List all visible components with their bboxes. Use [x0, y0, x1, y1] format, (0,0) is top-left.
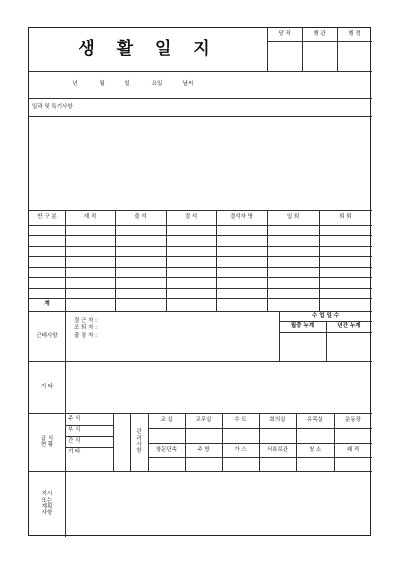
date-day-label: 일	[124, 81, 130, 88]
mgmt-comfort: 쾌 적	[346, 446, 360, 453]
rule-att-col	[319, 210, 320, 311]
rule-attendance-row	[29, 267, 372, 268]
rule-attendance-row	[29, 288, 372, 289]
mgmt-classroom: 교 실	[160, 417, 173, 424]
mgmt-kitchen: 주 방	[197, 446, 210, 453]
misc-body[interactable]	[65, 361, 372, 413]
att-header-out: 퇴 퇴	[339, 214, 352, 221]
meals-label-line2: 현 황	[40, 442, 54, 448]
att-header-class: 반 구 분	[37, 214, 57, 221]
instructions-label	[29, 471, 65, 537]
rule-meals-values	[113, 413, 114, 471]
instructions-body[interactable]	[65, 471, 372, 537]
approval-sign-box[interactable]	[337, 41, 372, 71]
rule-attendance-row	[29, 246, 372, 247]
rule-attendance-head	[29, 225, 372, 226]
att-header-present: 출 석	[134, 214, 147, 221]
diary-body[interactable]	[29, 116, 372, 210]
rule-attendance-row	[29, 256, 372, 257]
mgmt-play-room: 유목실	[307, 417, 323, 424]
date-month-label: 월	[99, 81, 105, 88]
rule-att-col	[166, 210, 167, 311]
mgmt-gas: 가 스	[234, 446, 247, 453]
instructions-label-line: 계획	[41, 504, 53, 510]
rule-attendance-row	[29, 235, 372, 236]
mgmt-water: 수 도	[234, 417, 247, 424]
mgmt-staffroom: 교무실	[195, 417, 212, 424]
mgmt-label	[130, 413, 148, 471]
att-total-label: 계	[44, 301, 50, 308]
class-days-label: 수 업 일 수	[312, 312, 339, 319]
date-year-label: 년	[72, 81, 78, 88]
mgmt-label-line: 관	[136, 429, 142, 436]
meal-main: 주 식	[68, 415, 81, 422]
meals-label-line1: 급 식	[40, 435, 54, 442]
rule-att-col	[115, 210, 116, 311]
daily-log-form	[28, 27, 371, 536]
page-title: 생 활 일 지	[78, 38, 218, 59]
remarks-business-trip: 출 장 자 :	[74, 332, 98, 339]
mgmt-documents: 서류보관	[266, 446, 289, 453]
rule-att-col	[267, 210, 268, 311]
mgmt-label-line: 사	[136, 442, 142, 448]
approval-sign-box[interactable]	[302, 41, 337, 71]
cumulative-year-label: 년간 누계	[337, 323, 361, 330]
instructions-label-line: 또는	[41, 497, 53, 504]
instructions-label-line: 지시	[41, 491, 53, 498]
rule-attendance-total	[29, 298, 372, 299]
remarks-early-leave: 조 퇴 자 :	[74, 325, 98, 332]
approval-admin: 행 관	[313, 31, 326, 38]
mgmt-label-line: 항	[136, 448, 142, 455]
rule-attendance-row	[29, 277, 372, 278]
instructions-label-line: 사항	[41, 510, 53, 517]
approval-duty: 당 직	[278, 31, 291, 38]
mgmt-label-line: 리	[136, 435, 142, 442]
diary-label: 일과 및 특기사항	[32, 103, 73, 110]
rule-mgmt-row3	[148, 457, 372, 458]
meal-snack: 간 식	[68, 438, 81, 445]
att-header-enrolled: 재 적	[83, 214, 97, 221]
rule-att-col	[65, 210, 66, 311]
rule-att-col	[216, 210, 217, 311]
remarks-list	[65, 311, 279, 361]
meals-label	[29, 413, 65, 471]
mgmt-meeting-room: 회의실	[269, 417, 286, 424]
meal-side: 부 식	[68, 427, 81, 434]
mgmt-window-lock: 창문단속	[155, 446, 178, 453]
att-header-in: 입 퇴	[286, 214, 300, 221]
rule-mgmt-row1	[148, 428, 372, 429]
approval-office: 행 정	[348, 31, 361, 38]
date-weekday-label: 요일	[151, 81, 163, 88]
mgmt-cleaning: 청 소	[308, 446, 322, 453]
date-weather-label: 날씨	[182, 81, 194, 88]
cumulative-month-label: 월중 누계	[290, 323, 315, 330]
att-header-absentees: 결석자 명	[229, 214, 253, 221]
misc-label: 기 타	[40, 383, 54, 390]
remarks-label: 근태사항	[36, 332, 58, 339]
remarks-absent: 결 근 자 :	[74, 318, 98, 324]
att-header-absent: 결 석	[184, 214, 198, 221]
approval-sign-box[interactable]	[267, 41, 302, 71]
mgmt-playground: 운동장	[345, 417, 361, 424]
meal-other: 기 타	[68, 449, 81, 455]
